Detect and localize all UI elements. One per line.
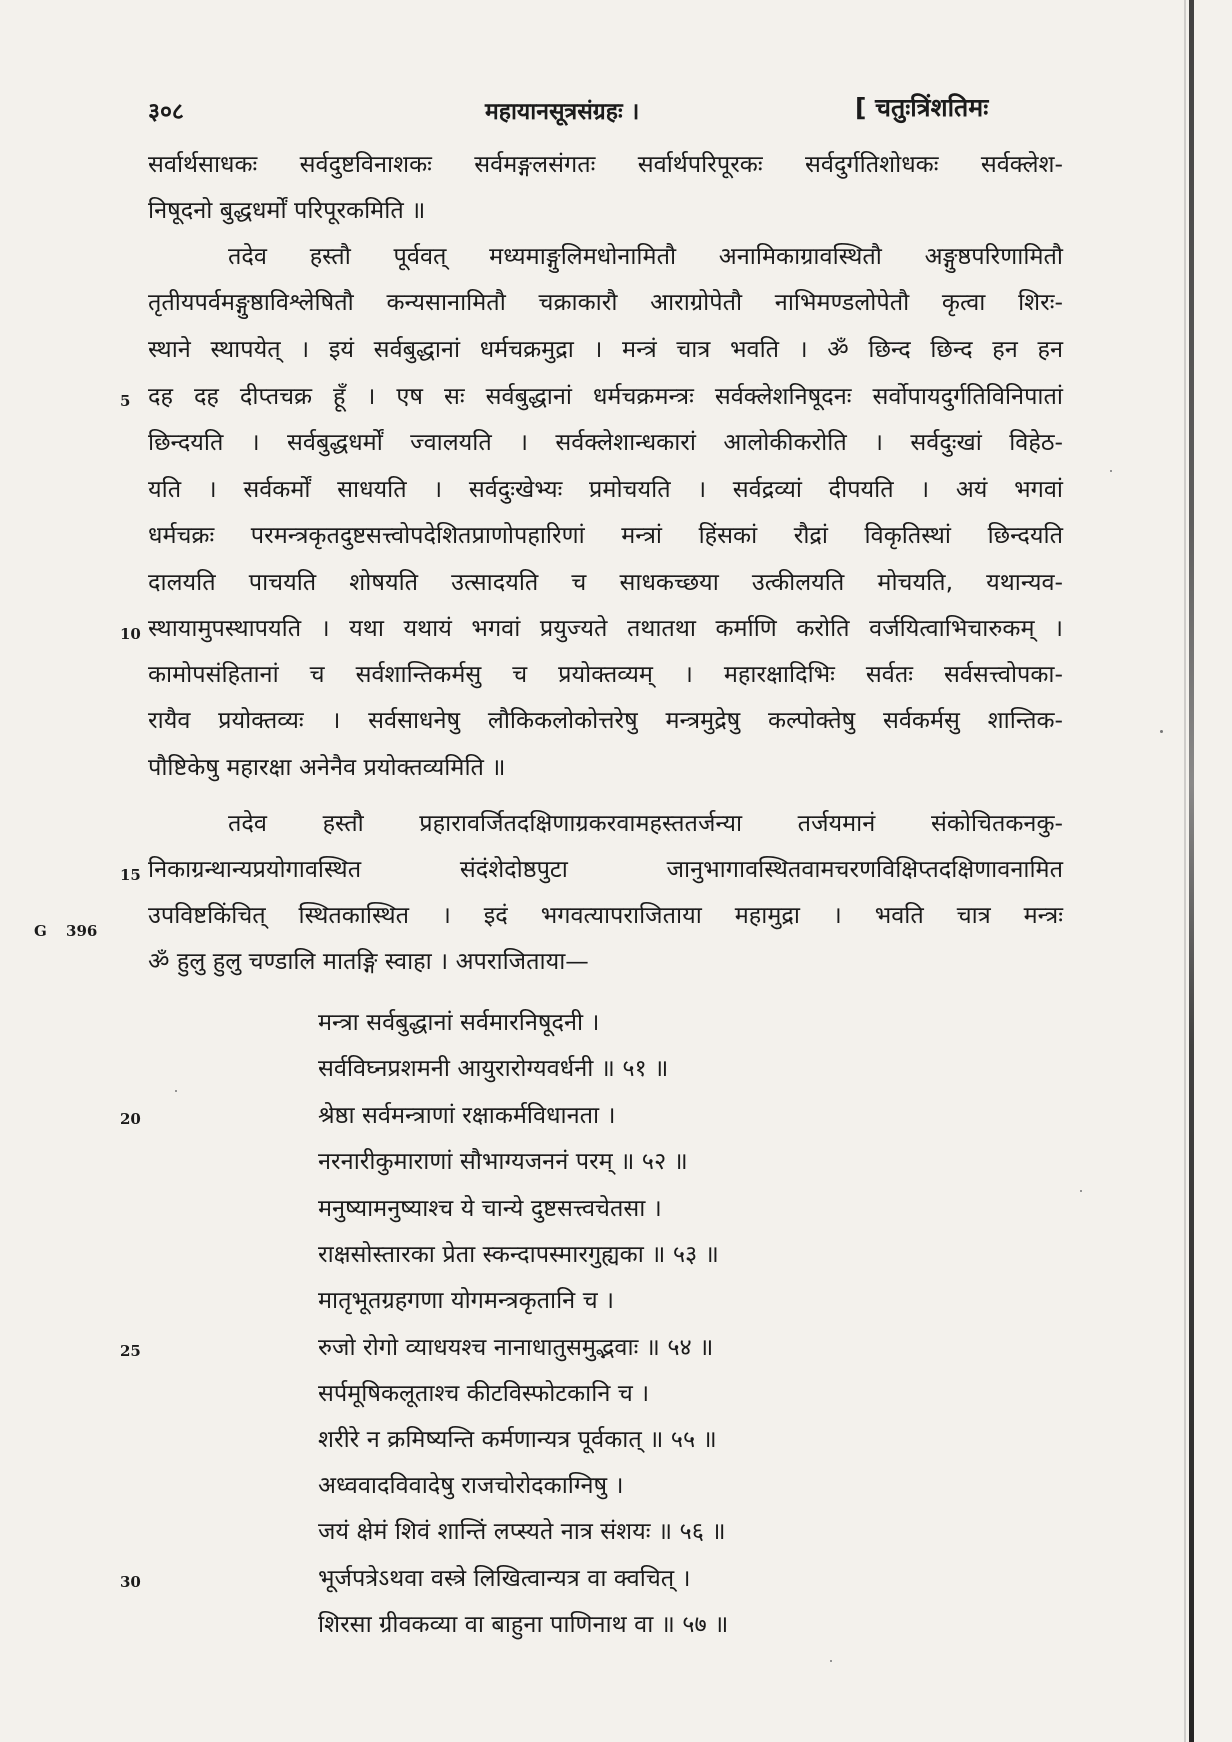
scan-speck	[1160, 730, 1163, 733]
verse-line: सर्पमूषिकलूताश्च कीटविस्फोटकानि च ।	[318, 1379, 650, 1407]
text-line: धर्मचक्रः परमन्त्रकृतदुष्टसत्त्वोपदेशितप्राणोपहारिणां मन्त्रां हिंसकां रौद्रां विकृतिस्थां छिन्दयति	[148, 521, 1063, 549]
verse-line: सर्वविघ्नप्रशमनी आयुरारोग्यवर्धनी ॥ ५१ ॥	[318, 1054, 669, 1082]
scan-speck	[830, 1660, 832, 1662]
text-line: ॐ हुलु हुलु चण्डालि मातङ्गि स्वाहा । अपराजिताया—	[148, 947, 589, 975]
verse-line: मन्त्रा सर्वबुद्धानां सर्वमारनिषूदनी ।	[318, 1008, 600, 1036]
verse-line: राक्षसोस्तारका प्रेता स्कन्दापस्मारगुह्यका ॥ ५३ ॥	[318, 1240, 719, 1268]
text-line: छिन्दयति । सर्वबुद्धधर्मों ज्वालयति । सर्वक्लेशान्धकारां आलोकीकरोति । सर्वदुःखां विहेठ-	[148, 428, 1063, 456]
text-line: स्थाने स्थापयेत् । इयं सर्वबुद्धानां धर्मचक्रमुद्रा । मन्त्रं चात्र भवति । ॐ छिन्द छिन्द हन हन	[148, 335, 1063, 363]
text-line: तदेव हस्तौ प्रहारावर्जितदक्षिणाग्रकरवामहस्ततर्जन्या तर्जयमानं संकोचितकनकु-	[228, 809, 1063, 837]
page-number: ३०८	[148, 99, 184, 125]
verse-line: मनुष्यामनुष्याश्च ये चान्ये दुष्टसत्त्वचेतसा ।	[318, 1194, 662, 1222]
verse-line: अध्ववादविवादेषु राजचोरोदकाग्निषु ।	[318, 1471, 624, 1499]
running-title: महायानसूत्रसंग्रहः ।	[485, 99, 640, 125]
margin-reference: G 396	[34, 922, 98, 940]
text-line: तृतीयपर्वमङ्गुष्ठाविश्लेषितौ कन्यसानामितौ चक्राकारौ आराग्रोपेतौ नाभिमण्डलोपेतौ कृत्वा शिरः-	[148, 288, 1063, 316]
text-line: यति । सर्वकर्मों साधयति । सर्वदुःखेभ्यः प्रमोचयति । सर्वद्रव्यां दीपयति । अयं भगवां	[148, 475, 1063, 503]
page-edge-binding	[1189, 0, 1194, 1742]
text-line: रायैव प्रयोक्तव्यः । सर्वसाधनेषु लौकिकलोकोत्तरेषु मन्त्रमुद्रेषु कल्पोक्तेषु सर्वकर्मसु शान्तिक-	[148, 706, 1063, 734]
line-number: 10	[120, 625, 141, 643]
verse-line: शिरसा ग्रीवकव्या वा बाहुना पाणिनाथ वा ॥ ५७ ॥	[318, 1610, 729, 1638]
line-number: 5	[120, 392, 131, 410]
scan-speck	[175, 1090, 177, 1092]
line-number: 15	[120, 866, 141, 884]
line-number: 25	[120, 1342, 141, 1360]
verse-line: मातृभूतग्रहगणा योगमन्त्रकृतानि च ।	[318, 1286, 614, 1314]
text-line: कामोपसंहितानां च सर्वशान्तिकर्मसु च प्रयोक्तव्यम् । महारक्षादिभिः सर्वतः सर्वसत्त्वोपका-	[148, 660, 1063, 688]
verse-line: श्रेष्ठा सर्वमन्त्राणां रक्षाकर्मविधानता ।	[318, 1101, 616, 1129]
text-line: स्थायामुपस्थापयति । यथा यथायं भगवां प्रयुज्यते तथातथा कर्माणि करोति वर्जयित्वाभिचारुकम् ।	[148, 614, 1063, 642]
text-line: निषूदनो बुद्धधर्मों परिपूरकमिति ॥	[148, 196, 426, 224]
verse-line: जयं क्षेमं शिवं शान्तिं लप्स्यते नात्र संशयः ॥ ५६ ॥	[318, 1517, 726, 1545]
text-line: दह दह दीप्तचक्र हूँ । एष सः सर्वबुद्धानां धर्मचक्रमन्त्रः सर्वक्लेशनिषूदनः सर्वोपायदुर्गतिविनिपातां	[148, 382, 1063, 410]
scan-speck	[1110, 470, 1112, 472]
line-number: 20	[120, 1110, 141, 1128]
verse-line: नरनारीकुमाराणां सौभाग्यजननं परम् ॥ ५२ ॥	[318, 1147, 688, 1175]
running-header	[0, 88, 1232, 128]
verse-line: भूर्जपत्रेऽथवा वस्त्रे लिखित्वान्यत्र वा क्वचित् ।	[318, 1564, 691, 1592]
page-edge-shadow	[1184, 0, 1186, 1742]
text-line: तदेव हस्तौ पूर्ववत् मध्यमाङ्गुलिमधोनामितौ अनामिकाग्रावस्थितौ अङ्गुष्ठपरिणामितौ	[228, 242, 1063, 270]
text-line: दालयति पाचयति शोषयति उत्सादयति च साधकच्छया उत्कीलयति मोचयति, यथान्यव-	[148, 568, 1063, 596]
line-number: 30	[120, 1573, 141, 1591]
text-line: पौष्टिकेषु महारक्षा अनेनैव प्रयोक्तव्यमिति ॥	[148, 753, 506, 781]
text-line: उपविष्टकिंचित् स्थितकास्थित । इदं भगवत्यापराजिताया महामुद्रा । भवति चात्र मन्त्रः	[148, 901, 1063, 929]
text-line: निकाग्रन्थान्यप्रयोगावस्थित संदंशेदोष्ठपुटा जानुभागावस्थितवामचरणविक्षिप्तदक्षिणावनामित	[148, 855, 1063, 883]
text-line: सर्वार्थसाधकः सर्वदुष्टविनाशकः सर्वमङ्गलसंगतः सर्वार्थपरिपूरकः सर्वदुर्गतिशोधकः सर्वक्लेश-	[148, 150, 1063, 178]
verse-line: शरीरे न क्रमिष्यन्ति कर्मणान्यत्र पूर्वकात् ॥ ५५ ॥	[318, 1425, 717, 1453]
scan-speck	[1080, 1190, 1082, 1192]
verse-line: रुजो रोगो व्याधयश्च नानाधातुसमुद्भवाः ॥ ५४ ॥	[318, 1333, 714, 1361]
section-heading: [ चतुःत्रिंशतिमः	[855, 93, 989, 122]
